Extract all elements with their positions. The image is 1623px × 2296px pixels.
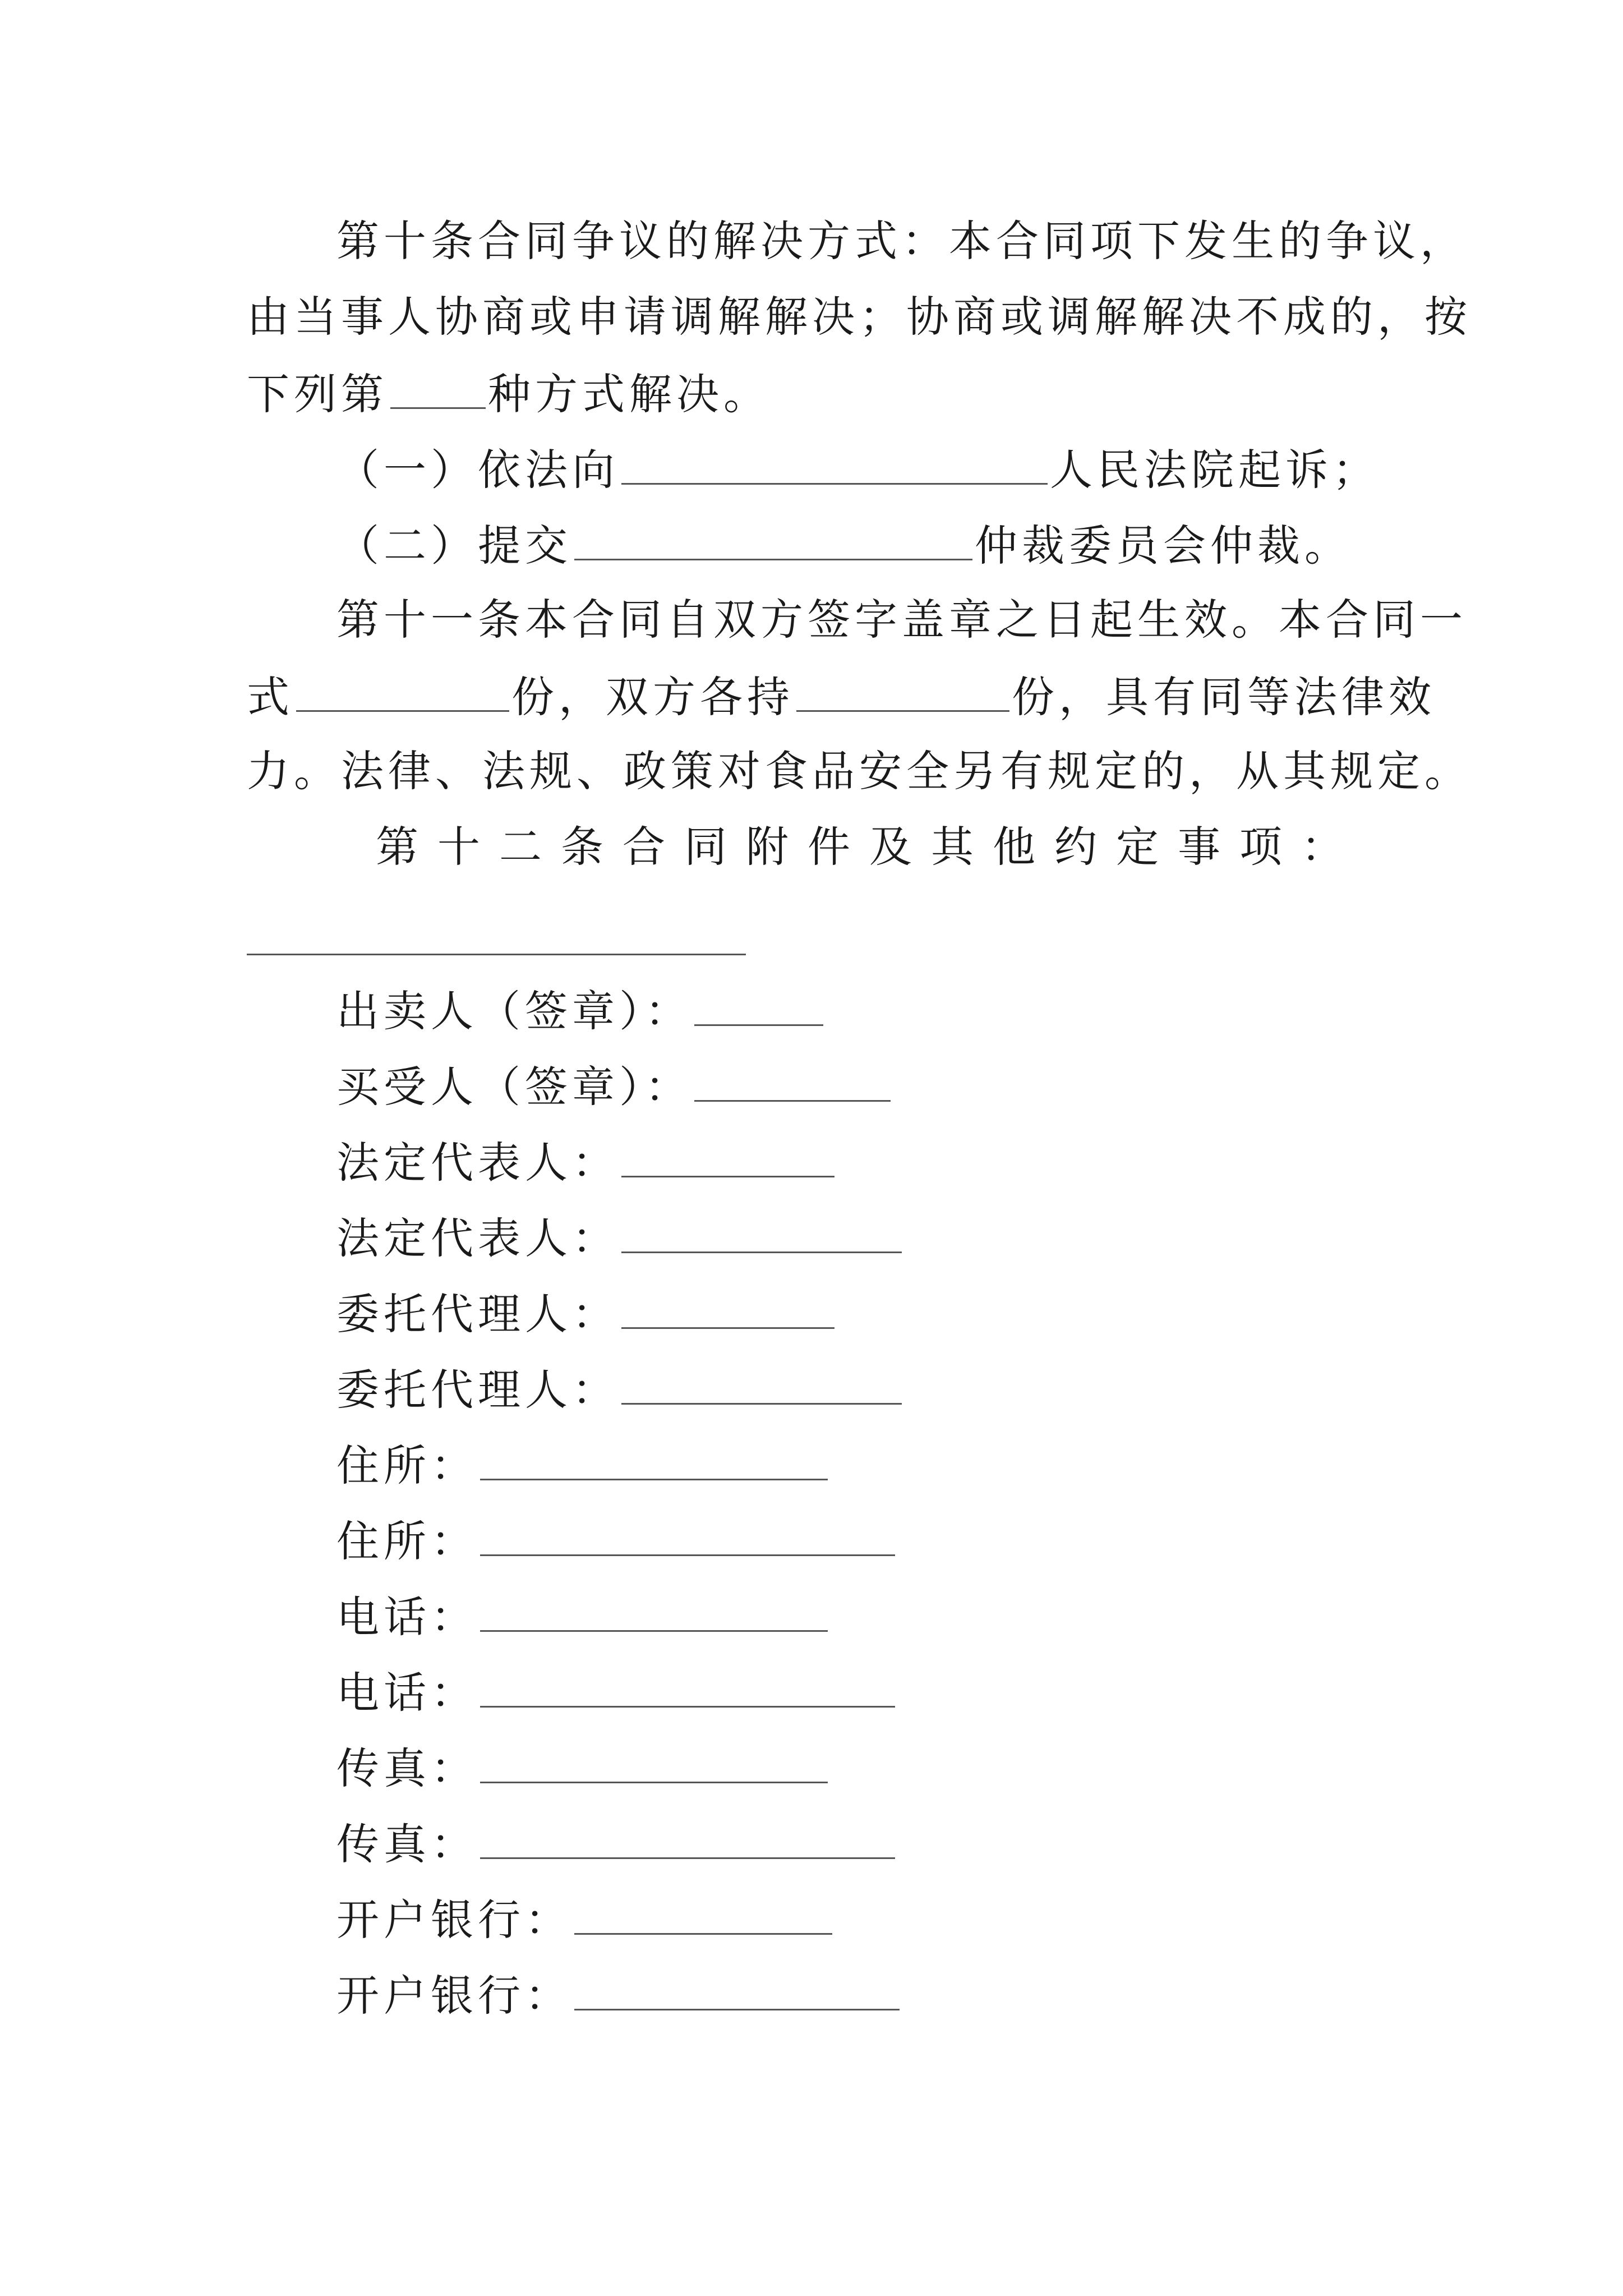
article11-text-2a: 式 — [247, 672, 294, 722]
article11-line1 — [336, 592, 1467, 648]
signature-blank[interactable] — [621, 1209, 902, 1253]
article11-text-2b: 份，双方各持 — [511, 672, 794, 722]
article10-line3 — [247, 365, 771, 422]
signature-label: 电话： — [336, 1592, 478, 1642]
signature-blank[interactable] — [621, 1133, 834, 1177]
signature-row — [336, 1739, 830, 1797]
article12-line1 — [376, 819, 1363, 875]
article10-line2 — [247, 289, 1472, 345]
signature-label: 法定代表人： — [336, 1213, 619, 1263]
signature-label: 出卖人（签章）： — [336, 986, 692, 1036]
article12-text-1: 第十二条合同附件及其他约定事项： — [376, 822, 1363, 872]
signature-label: 开户银行： — [336, 1971, 572, 2021]
signature-row — [336, 1588, 830, 1645]
signature-row — [336, 1436, 830, 1494]
signature-label: 传真： — [336, 1819, 478, 1869]
option2-text-a: （二）提交 — [336, 521, 572, 570]
signature-blank[interactable] — [574, 1966, 900, 2010]
article10-option2 — [336, 516, 1352, 574]
option1-text-b: 人民法院起诉； — [1050, 445, 1380, 495]
article10-text-3a: 下列第 — [247, 369, 388, 419]
signature-label: 开户银行： — [336, 1895, 572, 1945]
signature-blank[interactable] — [574, 1890, 832, 1935]
signature-blank[interactable] — [480, 1436, 828, 1480]
signature-label: 电话： — [336, 1668, 478, 1718]
signature-blank[interactable] — [480, 1815, 895, 1859]
article10-option1 — [336, 440, 1380, 498]
signature-label: 住所： — [336, 1516, 478, 1566]
article10-text-2: 由当事人协商或申请调解解决；协商或调解解决不成的，按 — [247, 292, 1472, 342]
signature-row — [336, 1512, 897, 1570]
signature-row — [336, 982, 826, 1039]
signature-row — [336, 1057, 893, 1115]
article11-text-1: 第十一条本合同自双方签字盖章之日起生效。本合同一 — [336, 595, 1467, 645]
signature-row — [336, 1285, 837, 1342]
article11-text-3: 力。法律、法规、政策对食品安全另有规定的，从其规定。 — [247, 746, 1472, 796]
signature-blank[interactable] — [694, 1057, 891, 1102]
attachments-blank[interactable] — [247, 954, 746, 955]
signature-row — [336, 1966, 902, 2024]
signature-label: 法定代表人： — [336, 1138, 619, 1188]
signature-row — [336, 1209, 904, 1267]
copies-total-blank[interactable] — [296, 668, 509, 712]
signature-blank[interactable] — [480, 1739, 828, 1783]
signature-blank[interactable] — [621, 1360, 902, 1405]
option1-text-a: （一）依法向 — [336, 445, 619, 495]
signature-blank[interactable] — [480, 1663, 895, 1708]
signature-blank[interactable] — [621, 1285, 834, 1329]
signature-blank[interactable] — [480, 1588, 828, 1632]
signature-label: 传真： — [336, 1743, 478, 1793]
copies-each-blank[interactable] — [796, 668, 1009, 712]
court-name-blank[interactable] — [621, 440, 1048, 485]
article11-line2 — [247, 668, 1436, 725]
article10-text-1: 第十条合同争议的解决方式：本合同项下发生的争议， — [336, 216, 1467, 266]
signature-label: 住所： — [336, 1441, 478, 1490]
signature-label: 委托代理人： — [336, 1289, 619, 1339]
article11-text-2c: 份，具有同等法律效 — [1012, 672, 1436, 722]
signature-row — [336, 1663, 897, 1721]
signature-row — [336, 1890, 834, 1948]
article10-text-3b: 种方式解决。 — [488, 369, 771, 419]
arbitration-name-blank[interactable] — [574, 516, 972, 560]
signature-label: 委托代理人： — [336, 1365, 619, 1415]
signature-row — [336, 1133, 837, 1191]
article11-line3 — [247, 743, 1472, 799]
signature-blank[interactable] — [694, 982, 823, 1026]
method-number-blank[interactable] — [390, 365, 486, 409]
signature-row — [336, 1815, 897, 1872]
article10-line1 — [336, 213, 1467, 269]
option2-text-b: 仲裁委员会仲裁。 — [975, 521, 1352, 570]
signature-label: 买受人（签章）： — [336, 1062, 692, 1112]
signature-row — [336, 1360, 904, 1418]
signature-blank[interactable] — [480, 1512, 895, 1556]
